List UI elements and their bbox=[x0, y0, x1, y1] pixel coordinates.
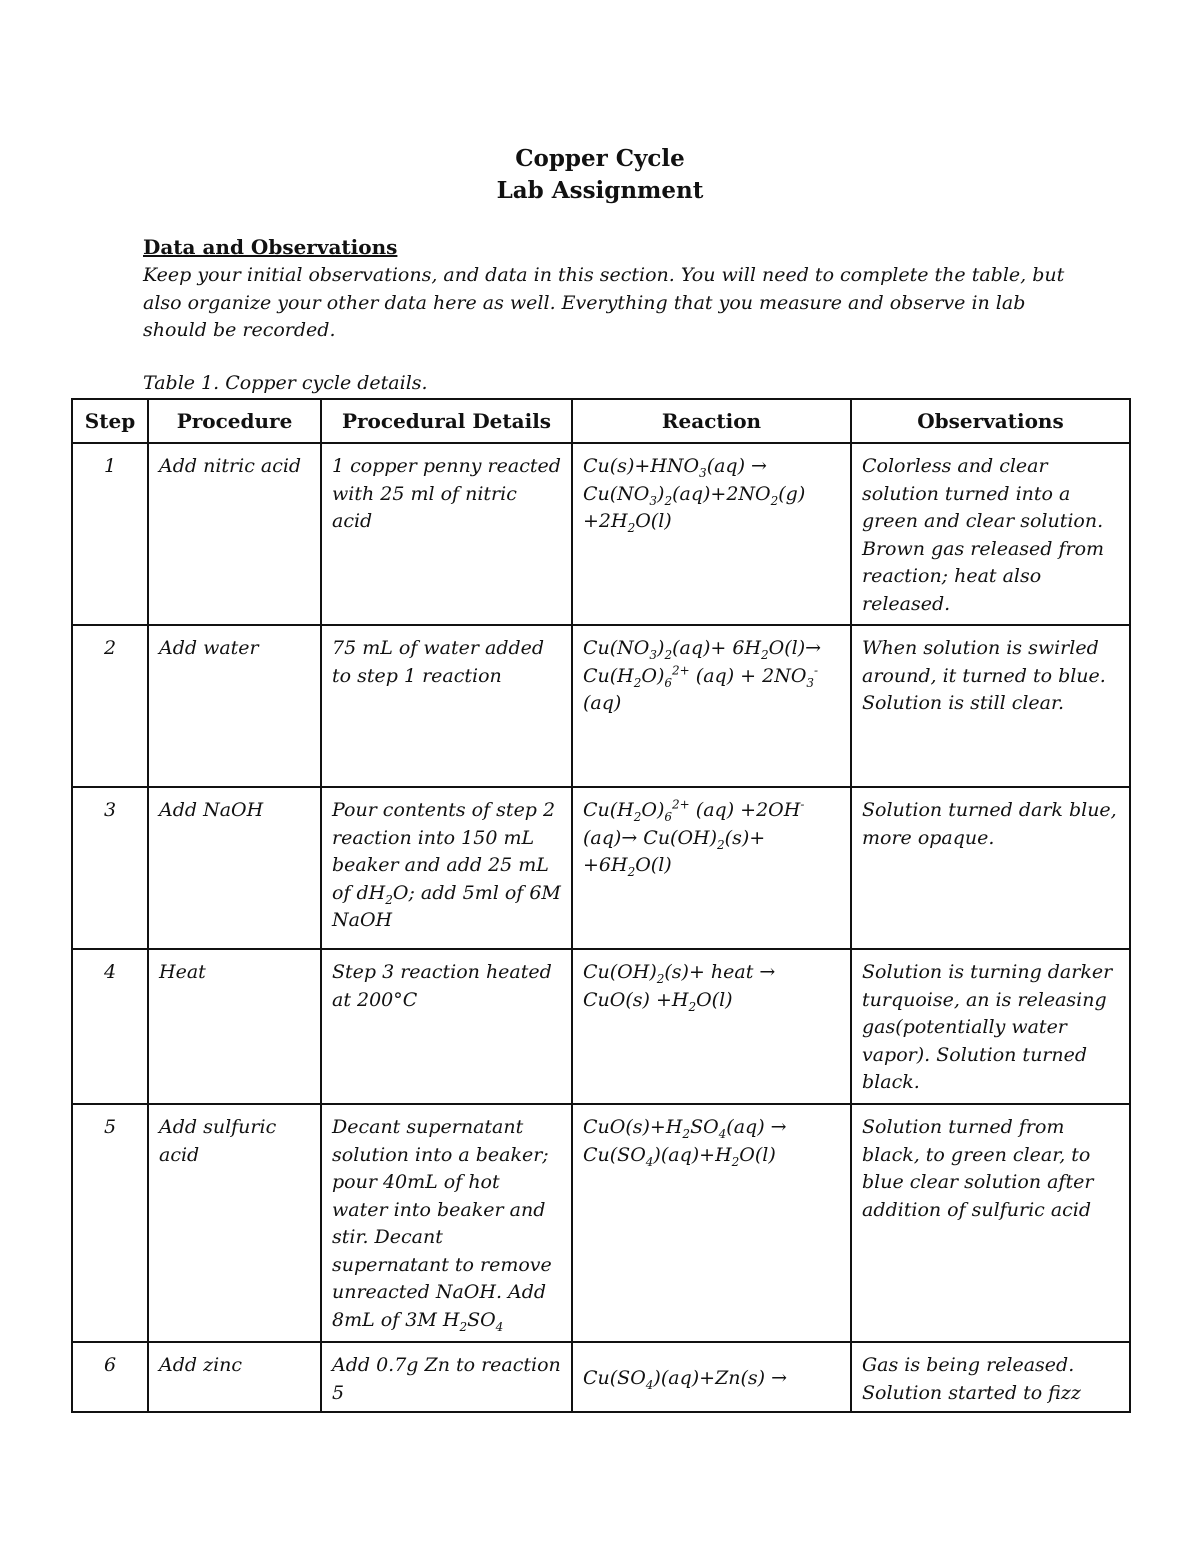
header-procedure: Procedure bbox=[148, 399, 321, 443]
procedure-cell: Add water bbox=[148, 625, 321, 787]
observations-cell: Solution turned dark blue, more opaque. bbox=[851, 787, 1130, 949]
step-cell: 5 bbox=[72, 1104, 148, 1342]
procedure-cell: Add sulfuric acid bbox=[148, 1104, 321, 1342]
table-header-row bbox=[72, 399, 1130, 443]
table-caption: Table 1. Copper cycle details. bbox=[143, 372, 428, 394]
step-cell: 6 bbox=[72, 1342, 148, 1412]
table-row bbox=[72, 949, 1130, 1104]
header-procedural-details: Procedural Details bbox=[321, 399, 572, 443]
title-line-2: Lab Assignment bbox=[496, 177, 704, 204]
table-row bbox=[72, 625, 1130, 787]
procedure-cell: Add zinc bbox=[148, 1342, 321, 1412]
details-cell: 1 copper penny reacted with 25 ml of nitric acid bbox=[321, 443, 572, 625]
table-row bbox=[72, 787, 1130, 949]
details-cell: Step 3 reaction heated at 200°C bbox=[321, 949, 572, 1104]
procedure-cell: Add nitric acid bbox=[148, 443, 321, 625]
details-cell: Pour contents of step 2 reaction into 150 mL beaker and add 25 mL of $dH_2O$; add 5ml of 6M NaOH bbox=[321, 787, 572, 949]
reaction-cell: $Cu(OH)_2(s)+$ heat → $CuO(s) +H_2O(l)$ bbox=[572, 949, 851, 1104]
procedure-cell: Add NaOH bbox=[148, 787, 321, 949]
step-cell: 2 bbox=[72, 625, 148, 787]
header-reaction: Reaction bbox=[572, 399, 851, 443]
step-cell: 4 bbox=[72, 949, 148, 1104]
reaction-cell: $Cu(NO_3)_2(aq)+ 6H_2O(l)\to Cu(H_2O)_6^{2+}$ $(aq) + 2NO_3^-$ (aq) bbox=[572, 625, 851, 787]
copper-cycle-table bbox=[71, 398, 1131, 1413]
reaction-cell: $Cu(s)+HNO_3(aq) \to Cu(NO_3)_2(aq)+2NO_2(g) +2H_2O(l)$ bbox=[572, 443, 851, 625]
observations-cell: When solution is swirled around, it turned to blue. Solution is still clear. bbox=[851, 625, 1130, 787]
observations-cell: Solution turned from black, to green clear, to blue clear solution after addition of sulfuric acid bbox=[851, 1104, 1130, 1342]
table-row bbox=[72, 1104, 1130, 1342]
details-cell: 75 mL of water added to step 1 reaction bbox=[321, 625, 572, 787]
table-row bbox=[72, 1342, 1130, 1412]
table-row bbox=[72, 443, 1130, 625]
intro-paragraph: Keep your initial observations, and data in this section. You will need to complete the table, but also organize your other data here as well. Everything that you measure and observe in lab should be recorded. bbox=[143, 264, 1065, 341]
reaction-cell: $Cu(SO_4)(aq)+Zn(s)$ → bbox=[572, 1342, 851, 1412]
section-heading: Data and Observations bbox=[143, 235, 398, 259]
document-title bbox=[0, 143, 1200, 207]
observations-cell: Solution is turning darker turquoise, an is releasing gas(potentially water vapor). Solution turned black. bbox=[851, 949, 1130, 1104]
observations-cell: Gas is being released. Solution started to fizz bbox=[851, 1342, 1130, 1412]
details-cell: Decant supernatant solution into a beaker; pour 40mL of hot water into beaker and stir. Decant supernatant to remove unreacted NaOH. Add 8mL of 3M $H_2SO_4$ bbox=[321, 1104, 572, 1342]
reaction-cell: $Cu(H_2O)_6^{2+}$ (aq) +2OH- $(aq)\to Cu(OH)_2(s)+ +6H_2O(l)$ bbox=[572, 787, 851, 949]
procedure-cell: Heat bbox=[148, 949, 321, 1104]
details-cell: Add 0.7g Zn to reaction 5 bbox=[321, 1342, 572, 1412]
observations-cell: Colorless and clear solution turned into a green and clear solution. Brown gas released from reaction; heat also released. bbox=[851, 443, 1130, 625]
title-line-1: Copper Cycle bbox=[515, 145, 685, 172]
reaction-cell: $CuO(s)+H_2SO_4(aq) \to Cu(SO_4)(aq)+H_2O(l)$ bbox=[572, 1104, 851, 1342]
header-step: Step bbox=[72, 399, 148, 443]
header-observations: Observations bbox=[851, 399, 1130, 443]
step-cell: 3 bbox=[72, 787, 148, 949]
step-cell: 1 bbox=[72, 443, 148, 625]
